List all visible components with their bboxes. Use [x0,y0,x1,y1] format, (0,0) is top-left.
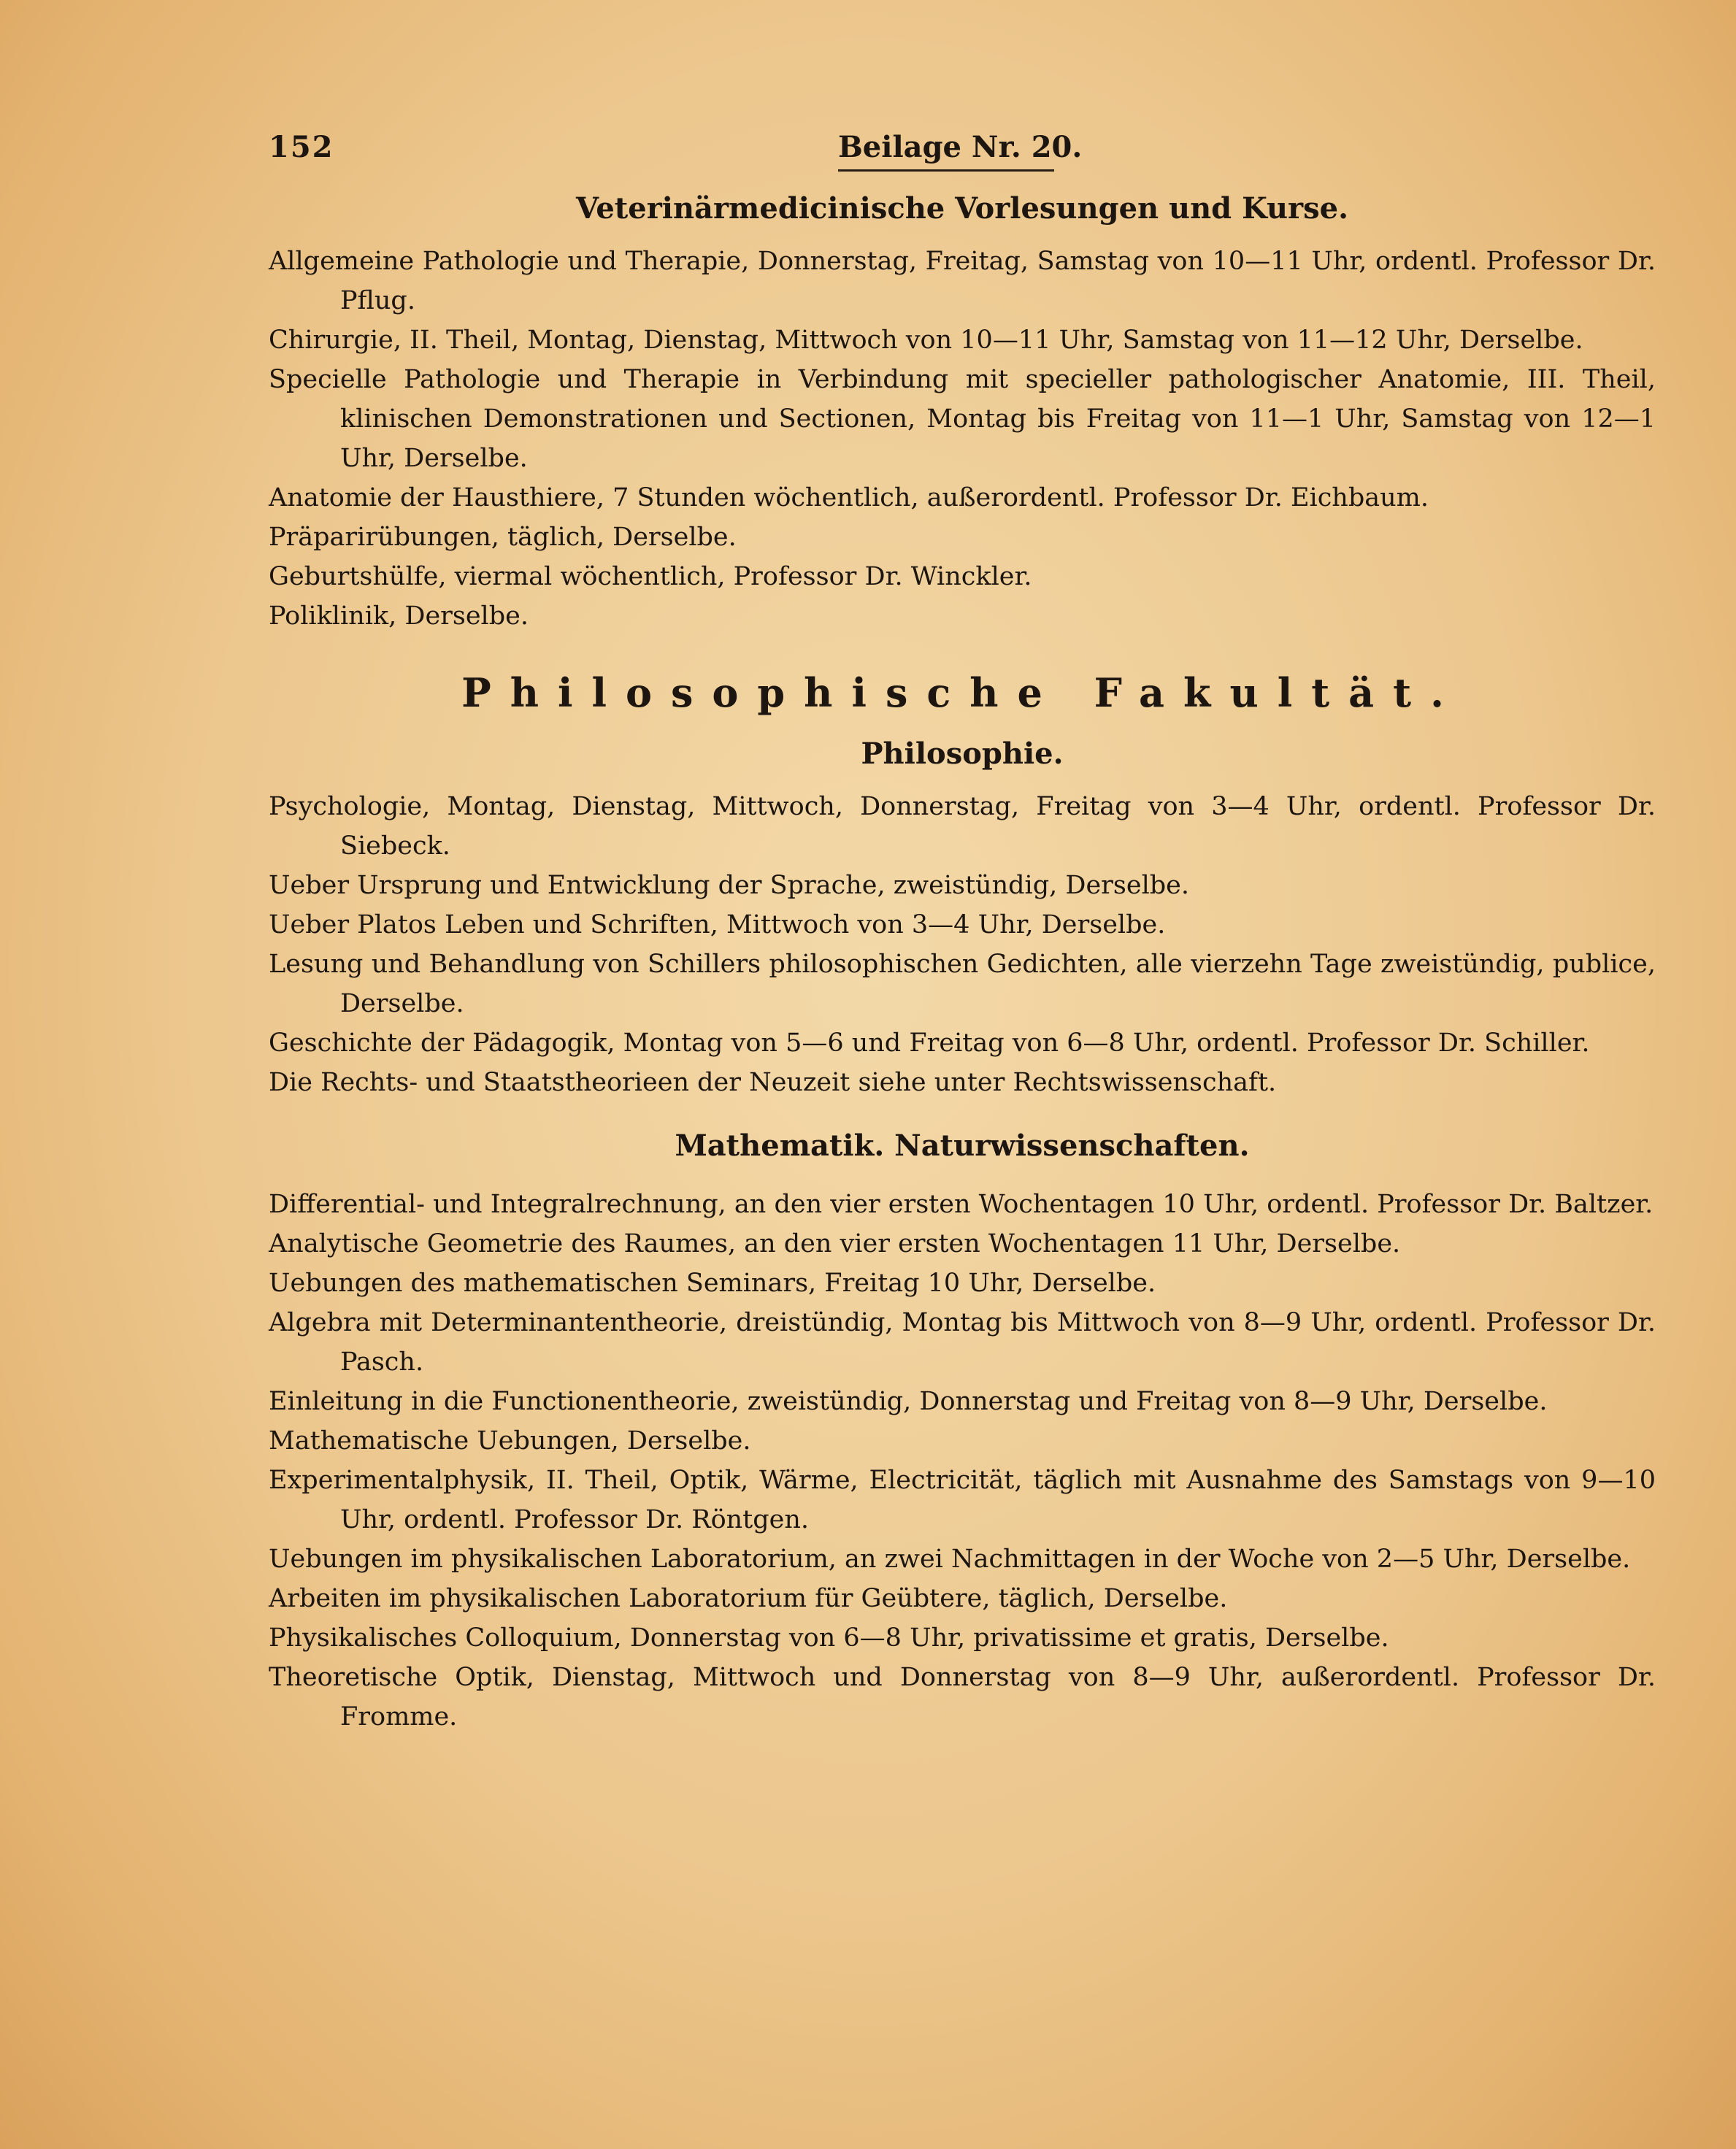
list-item: Chirurgie, II. Theil, Montag, Dienstag, Mittwoch von 10—11 Uhr, Samstag von 11—12 Uhr, Derselbe. [269,326,1583,355]
list-item: Physikalisches Colloquium, Donnerstag von 6—8 Uhr, privatissime et gratis, Derselbe. [269,1623,1389,1653]
math-science-list [269,1185,1656,1737]
list-item: Lesung und Behandlung von Schillers philosophischen Gedichten, alle vierzehn Tage zweistündig, publice, Derselbe. [269,950,1656,1018]
page-number: 152 [269,130,334,164]
list-item: Specielle Pathologie und Therapie in Verbindung mit specieller pathologischer Anatomie, III. Theil, klinischen Demonstrationen und Sectionen, Montag bis Freitag von 11—1 Uhr, Samstag von 12—1 Uhr, Derselbe. [269,365,1656,473]
list-item: Experimentalphysik, II. Theil, Optik, Wärme, Electricität, täglich mit Ausnahme des Samstags von 9—10 Uhr, ordentl. Professor Dr. Röntgen. [269,1466,1656,1534]
list-item: Algebra mit Determinantentheorie, dreistündig, Montag bis Mittwoch von 8—9 Uhr, ordentl. Professor Dr. Pasch. [269,1308,1656,1377]
list-item: Poliklinik, Derselbe. [269,601,529,631]
list-item: Allgemeine Pathologie und Therapie, Donnerstag, Freitag, Samstag von 10—11 Uhr, ordentl. Professor Dr. Pflug. [269,247,1656,315]
list-item: Die Rechts- und Staatstheorieen der Neuzeit siehe unter Rechtswissenschaft. [269,1068,1277,1097]
header-rule [838,169,1054,172]
list-item: Anatomie der Hausthiere, 7 Stunden wöchentlich, außerordentl. Professor Dr. Eichbaum. [269,483,1429,512]
list-item: Theoretische Optik, Dienstag, Mittwoch und Donnerstag von 8—9 Uhr, außerordentl. Professor Dr. Fromme. [269,1663,1656,1731]
page-header [269,117,1656,175]
philosophy-list [269,787,1656,1102]
philosophy-title: Philosophie. [861,737,1064,771]
list-item: Psychologie, Montag, Dienstag, Mittwoch, Donnerstag, Freitag von 3—4 Uhr, ordentl. Professor Dr. Siebeck. [269,792,1656,861]
list-item: Geburtshülfe, viermal wöchentlich, Professor Dr. Winckler. [269,562,1032,591]
list-item: Differential- und Integralrechnung, an den vier ersten Wochentagen 10 Uhr, ordentl. Professor Dr. Baltzer. [269,1190,1654,1219]
math-science-title: Mathematik. Naturwissenschaften. [675,1129,1250,1163]
running-title: Beilage Nr. 20. [838,130,1083,164]
list-item: Einleitung in die Functionentheorie, zweistündig, Donnerstag und Freitag von 8—9 Uhr, Derselbe. [269,1387,1548,1416]
list-item: Analytische Geometrie des Raumes, an den vier ersten Wochentagen 11 Uhr, Derselbe. [269,1229,1401,1258]
list-item: Präparirübungen, täglich, Derselbe. [269,523,737,552]
list-item: Ueber Ursprung und Entwicklung der Sprache, zweistündig, Derselbe. [269,871,1190,900]
veterinary-section-title: Veterinärmedicinische Vorlesungen und Kurse. [575,191,1349,226]
list-item: Mathematische Uebungen, Derselbe. [269,1426,751,1456]
list-item: Uebungen im physikalischen Laboratorium, an zwei Nachmittagen in der Woche von 2—5 Uhr, Derselbe. [269,1545,1631,1574]
list-item: Arbeiten im physikalischen Laboratorium für Geübtere, täglich, Derselbe. [269,1584,1228,1613]
list-item: Uebungen des mathematischen Seminars, Freitag 10 Uhr, Derselbe. [269,1269,1156,1298]
list-item: Geschichte der Pädagogik, Montag von 5—6 und Freitag von 6—8 Uhr, ordentl. Professor Dr. Schiller. [269,1029,1590,1058]
list-item: Ueber Platos Leben und Schriften, Mittwoch von 3—4 Uhr, Derselbe. [269,910,1166,939]
document-page [269,117,1656,1985]
faculty-title: Philosophische Fakultät. [461,669,1463,716]
veterinary-list [269,242,1656,636]
